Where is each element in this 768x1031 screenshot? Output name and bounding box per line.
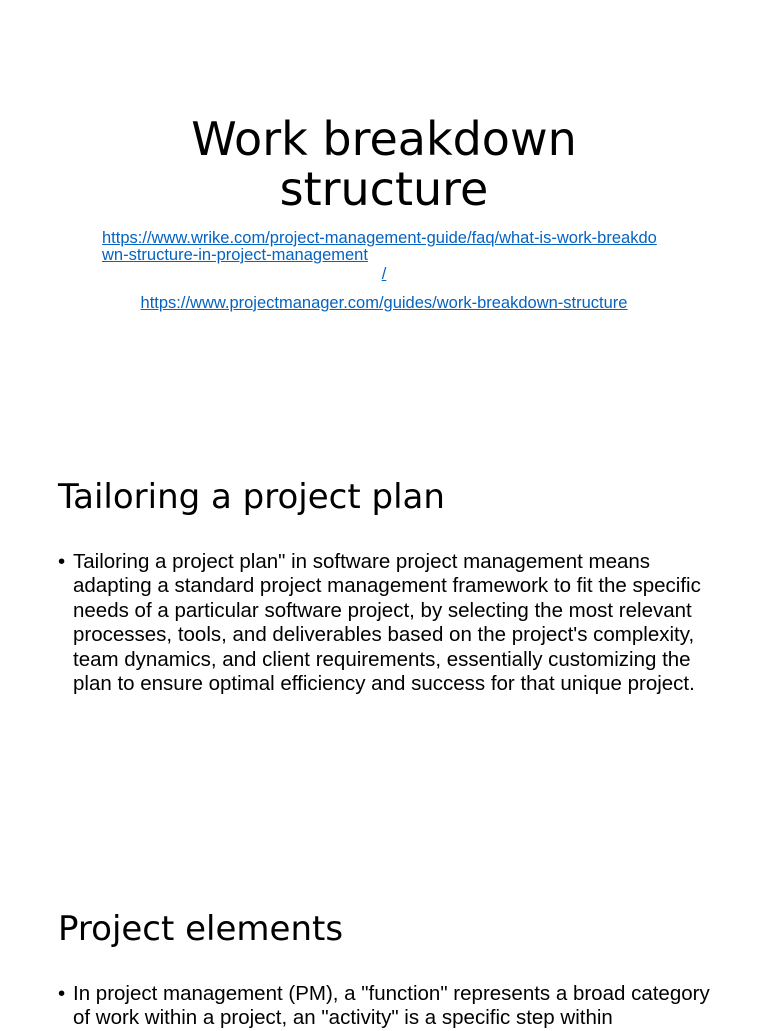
projectmanager-link[interactable]: https://www.projectmanager.com/guides/work-breakdown-structure (140, 294, 628, 312)
bullet-item (58, 982, 718, 1031)
slide-work-breakdown-structure (0, 0, 768, 432)
bullet-item (58, 550, 718, 696)
reference-links (100, 230, 668, 312)
bullet-text: Tailoring a project plan" in software project management means adapting a standard project management framework to fit the specific needs of a particular software project, by selecting the most relevant processes, tools, and deliverables based on the project's complexity, team dynamics, and client requirements, essentially customizing the plan to ensure optimal efficiency and success for that unique project. (73, 550, 701, 696)
bullet-list (58, 550, 718, 696)
bullet-list (58, 982, 718, 1031)
bullet-text: In project management (PM), a "function" represents a broad category of work within a project, an "activity" is a specific step within (73, 982, 710, 1030)
slide-project-elements (0, 864, 768, 1030)
slide-title: Tailoring a project plan (58, 477, 445, 517)
slide-title: Project elements (58, 909, 344, 949)
bullet-icon: • (58, 982, 66, 1005)
slide-tailoring-project-plan (0, 432, 768, 864)
wrike-link-tail[interactable]: / (381, 265, 387, 283)
wrike-link[interactable]: https://www.wrike.com/project-management-guide/faq/what-is-work-breakdown-structure-in-project-management (102, 229, 657, 264)
slide-title: Work breakdown structure (191, 112, 577, 216)
bullet-icon: • (58, 550, 66, 573)
